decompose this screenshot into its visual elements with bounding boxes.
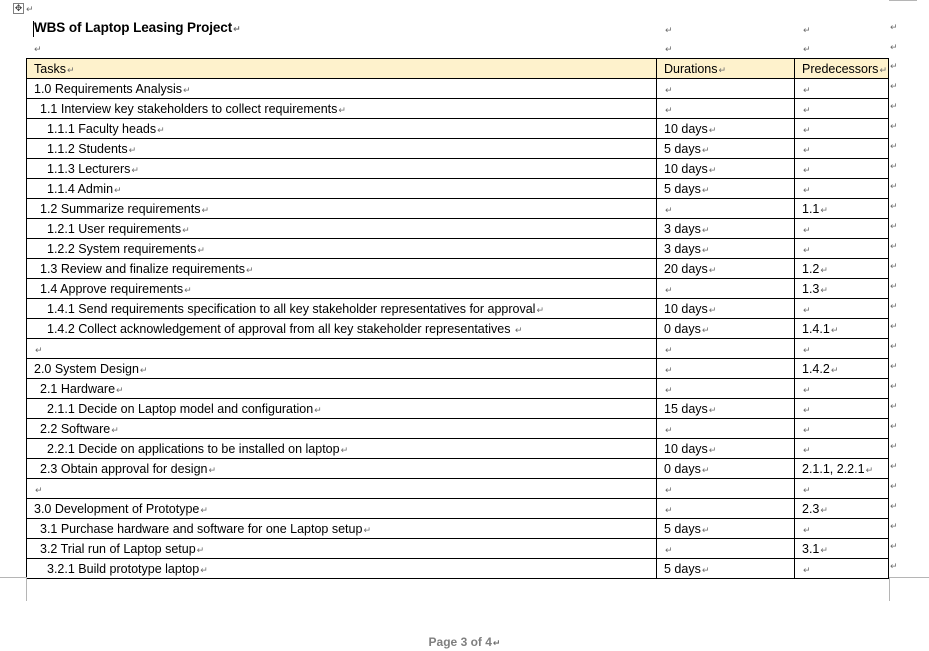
cell-mark-icon: ↵ [157,124,165,135]
predecessor-cell[interactable] [795,319,889,339]
predecessor-cell[interactable] [795,279,889,299]
task-cell-text: 2.2 Software [40,421,111,436]
wbs-table [26,58,889,579]
cell-mark-icon: ↵ [701,184,710,195]
cell-mark-icon: ↵ [803,244,811,255]
header-tasks[interactable] [27,59,657,79]
row-end-mark-icon: ↵ [890,301,898,311]
predecessor-cell-text: 1.3 [802,281,820,296]
row-end-mark-icon: ↵ [890,501,898,511]
cell-mark-icon: ↵ [35,484,43,495]
task-cell-text: 3.0 Development of Prototype [34,501,200,516]
task-cell-text: 1.2.1 User requirements [47,221,182,236]
task-cell[interactable] [27,139,657,159]
cell-mark-icon: ↵ [66,64,75,75]
task-cell-text: 1.2 Summarize requirements [40,201,201,216]
cell-mark-icon: ↵ [820,204,828,215]
paragraph-mark-icon: ↵ [890,42,898,52]
cell-mark-icon: ↵ [803,104,811,115]
predecessor-cell[interactable] [795,339,889,359]
cell-mark-icon: ↵ [830,364,839,375]
cell-mark-icon: ↵ [665,424,673,435]
predecessor-cell[interactable] [795,399,889,419]
duration-cell-text: 10 days [664,161,708,176]
cell-mark-icon: ↵ [208,464,217,475]
table-row [27,259,889,279]
predecessor-cell-text: 1.4.2 [802,361,830,376]
duration-cell[interactable] [657,139,795,159]
cell-mark-icon: ↵ [803,424,811,435]
document-title-text: WBS of Laptop Leasing Project [34,20,233,35]
predecessor-cell[interactable] [795,559,889,579]
header-durations-label: Durations [664,61,718,76]
row-end-mark-icon: ↵ [890,201,898,211]
row-end-mark-icon: ↵ [890,261,898,271]
row-end-mark-icon: ↵ [890,481,898,491]
task-cell-text: 2.1.1 Decide on Laptop model and configuration [47,401,314,416]
predecessor-cell[interactable] [795,119,889,139]
cell-mark-icon: ↵ [701,564,710,575]
cell-mark-icon: ↵ [200,564,208,575]
predecessor-cell-text: 1.4.1 [802,321,830,336]
cell-mark-icon: ↵ [820,264,828,275]
duration-cell-text: 0 days [664,321,701,336]
duration-cell-text: 0 days [664,461,701,476]
predecessor-cell[interactable] [795,239,889,259]
cell-mark-icon: ↵ [708,444,717,455]
paragraph-mark-icon: ↵ [26,4,34,14]
task-cell[interactable] [27,319,657,339]
cell-mark-icon: ↵ [701,224,710,235]
duration-cell[interactable] [657,239,795,259]
duration-cell-text: 10 days [664,441,708,456]
duration-cell[interactable] [657,299,795,319]
row-end-mark-icon: ↵ [890,121,898,131]
task-cell[interactable] [27,499,657,519]
predecessor-cell-text: 2.3 [802,501,820,516]
table-row [27,139,889,159]
cell-mark-icon: ↵ [803,84,811,95]
cell-mark-icon: ↵ [665,364,673,375]
task-cell-text: 1.1.2 Students [47,141,128,156]
duration-cell-text: 5 days [664,141,701,156]
row-end-mark-icon: ↵ [890,441,898,451]
table-move-handle-icon[interactable]: ✥ [14,3,23,13]
cell-mark-icon: ↵ [803,224,811,235]
predecessor-cell[interactable] [795,259,889,279]
task-cell[interactable] [27,459,657,479]
duration-cell-text: 10 days [664,121,708,136]
page-corner-mark [889,577,890,601]
duration-cell[interactable] [657,399,795,419]
table-row [27,239,889,259]
header-predecessors[interactable] [795,59,889,79]
table-row [27,159,889,179]
duration-cell-text: 20 days [664,261,708,276]
predecessor-cell[interactable] [795,539,889,559]
cell-mark-icon: ↵ [701,324,710,335]
cell-mark-icon: ↵ [114,184,122,195]
task-cell-text: 1.4.2 Collect acknowledgement of approval from all key stakeholder representatives [47,321,514,336]
predecessor-cell[interactable] [795,79,889,99]
task-cell[interactable] [27,239,657,259]
duration-cell-text: 5 days [664,521,701,536]
duration-cell-text: 3 days [664,221,701,236]
cell-mark-icon: ↵ [338,104,346,115]
cell-mark-icon: ↵ [314,404,322,415]
task-cell-text: 1.4 Approve requirements [40,281,184,296]
table-row [27,559,889,579]
task-cell[interactable] [27,339,657,359]
duration-cell-text: 3 days [664,241,701,256]
predecessor-cell[interactable] [795,359,889,379]
cell-mark-icon: ↵ [803,304,811,315]
cell-mark-icon: ↵ [665,504,673,515]
table-row [27,299,889,319]
predecessor-cell-text: 3.1 [802,541,820,556]
cell-mark-icon: ↵ [708,404,717,415]
cell-mark-icon: ↵ [514,324,523,335]
task-cell-text: 2.3 Obtain approval for design [40,461,208,476]
predecessor-cell[interactable] [795,99,889,119]
duration-cell[interactable] [657,499,795,519]
table-row [27,199,889,219]
duration-cell[interactable] [657,219,795,239]
task-cell[interactable] [27,439,657,459]
document-title[interactable] [34,20,241,35]
duration-cell[interactable] [657,79,795,99]
page-corner-mark [889,0,917,1]
paragraph-mark-icon: ↵ [665,44,673,54]
paragraph-mark-icon: ↵ [233,24,241,34]
duration-cell[interactable] [657,159,795,179]
cell-mark-icon: ↵ [803,384,811,395]
cell-mark-icon: ↵ [665,484,673,495]
row-end-mark-icon: ↵ [890,361,898,371]
cell-mark-icon: ↵ [182,224,190,235]
row-end-mark-icon: ↵ [890,541,898,551]
predecessor-cell[interactable] [795,299,889,319]
cell-mark-icon: ↵ [803,164,811,175]
table-header-row [27,59,889,79]
duration-cell[interactable] [657,259,795,279]
table-row [27,419,889,439]
cell-mark-icon: ↵ [708,164,717,175]
cell-mark-icon: ↵ [708,304,717,315]
cell-mark-icon: ↵ [665,104,673,115]
duration-cell-text: 10 days [664,301,708,316]
task-cell-text: 1.3 Review and finalize requirements [40,261,245,276]
page-corner-mark [0,577,26,578]
cell-mark-icon: ↵ [201,204,210,215]
task-cell[interactable] [27,399,657,419]
cell-mark-icon: ↵ [183,84,191,95]
cell-mark-icon: ↵ [701,144,710,155]
header-predecessors-label: Predecessors [802,61,879,76]
predecessor-cell[interactable] [795,479,889,499]
table-row [27,179,889,199]
row-end-mark-icon: ↵ [890,241,898,251]
predecessor-cell[interactable] [795,139,889,159]
predecessor-cell[interactable] [795,199,889,219]
header-durations[interactable] [657,59,795,79]
paragraph-mark-icon: ↵ [492,638,501,648]
row-end-mark-icon: ↵ [890,521,898,531]
predecessor-cell-text: 1.1 [802,201,820,216]
table-row [27,339,889,359]
duration-cell[interactable] [657,439,795,459]
cell-mark-icon: ↵ [111,424,119,435]
predecessor-cell[interactable] [795,419,889,439]
cell-mark-icon: ↵ [665,344,673,355]
cell-mark-icon: ↵ [35,344,43,355]
cell-mark-icon: ↵ [708,264,717,275]
cell-mark-icon: ↵ [865,464,874,475]
page-corner-mark [889,577,929,578]
row-end-mark-icon: ↵ [890,281,898,291]
cell-mark-icon: ↵ [665,544,673,555]
cell-mark-icon: ↵ [536,304,545,315]
task-cell-text: 1.1.1 Faculty heads [47,121,157,136]
task-cell[interactable] [27,379,657,399]
predecessor-cell[interactable] [795,439,889,459]
task-cell[interactable] [27,199,657,219]
predecessor-cell[interactable] [795,499,889,519]
row-end-mark-icon: ↵ [890,341,898,351]
task-cell[interactable] [27,119,657,139]
cell-mark-icon: ↵ [803,124,811,135]
header-tasks-label: Tasks [34,61,66,76]
cell-mark-icon: ↵ [803,524,811,535]
task-cell[interactable] [27,179,657,199]
cell-mark-icon: ↵ [708,124,717,135]
cell-mark-icon: ↵ [665,84,673,95]
row-end-mark-icon: ↵ [890,561,898,571]
table-row [27,539,889,559]
cell-mark-icon: ↵ [128,144,137,155]
table-row [27,79,889,99]
row-end-mark-icon: ↵ [890,161,898,171]
paragraph-mark-icon: ↵ [665,25,673,35]
table-row [27,479,889,499]
cell-mark-icon: ↵ [665,284,673,295]
duration-cell[interactable] [657,279,795,299]
duration-cell[interactable] [657,319,795,339]
table-row [27,459,889,479]
table-row [27,359,889,379]
predecessor-cell[interactable] [795,159,889,179]
task-cell[interactable] [27,559,657,579]
duration-cell[interactable] [657,479,795,499]
duration-cell[interactable] [657,539,795,559]
row-end-mark-icon: ↵ [890,381,898,391]
paragraph-mark-icon: ↵ [803,25,811,35]
table-row [27,499,889,519]
duration-cell[interactable] [657,179,795,199]
cell-mark-icon: ↵ [820,504,828,515]
task-cell-text: 2.2.1 Decide on applications to be installed on laptop [47,441,340,456]
cell-mark-icon: ↵ [820,284,828,295]
duration-cell-text: 15 days [664,401,708,416]
duration-cell[interactable] [657,379,795,399]
cell-mark-icon: ↵ [340,444,349,455]
task-cell[interactable] [27,419,657,439]
duration-cell[interactable] [657,99,795,119]
table-row [27,99,889,119]
task-cell[interactable] [27,99,657,119]
row-end-mark-icon: ↵ [890,421,898,431]
cell-mark-icon: ↵ [879,64,887,75]
cell-mark-icon: ↵ [820,544,828,555]
page-corner-mark [26,577,27,601]
table-row [27,319,889,339]
cell-mark-icon: ↵ [803,404,811,415]
task-cell[interactable] [27,259,657,279]
cell-mark-icon: ↵ [116,384,124,395]
task-cell[interactable] [27,79,657,99]
task-cell[interactable] [27,279,657,299]
row-end-mark-icon: ↵ [890,401,898,411]
predecessor-cell[interactable] [795,459,889,479]
task-cell[interactable] [27,159,657,179]
table-row [27,399,889,419]
task-cell-text: 3.2 Trial run of Laptop setup [40,541,196,556]
task-cell-text: 1.2.2 System requirements [47,241,197,256]
cell-mark-icon: ↵ [803,344,811,355]
predecessor-cell-text: 1.2 [802,261,820,276]
cell-mark-icon: ↵ [665,384,673,395]
duration-cell[interactable] [657,519,795,539]
table-row [27,439,889,459]
row-end-mark-icon: ↵ [890,221,898,231]
task-cell-text: 2.1 Hardware [40,381,116,396]
row-end-mark-icon: ↵ [890,61,898,71]
duration-cell[interactable] [657,359,795,379]
cell-mark-icon: ↵ [196,544,205,555]
task-cell[interactable] [27,359,657,379]
duration-cell-text: 5 days [664,561,701,576]
cell-mark-icon: ↵ [803,564,811,575]
cell-mark-icon: ↵ [803,144,811,155]
duration-cell[interactable] [657,199,795,219]
task-cell-text: 1.0 Requirements Analysis [34,81,182,96]
cell-mark-icon: ↵ [701,464,710,475]
duration-cell[interactable] [657,419,795,439]
cell-mark-icon: ↵ [197,244,205,255]
cell-mark-icon: ↵ [718,64,727,75]
row-end-mark-icon: ↵ [890,81,898,91]
duration-cell[interactable] [657,459,795,479]
cell-mark-icon: ↵ [803,184,811,195]
page-number-label: Page 3 of 4 [428,635,492,649]
row-end-mark-icon: ↵ [890,461,898,471]
row-end-mark-icon: ↵ [890,181,898,191]
task-cell[interactable] [27,479,657,499]
cell-mark-icon: ↵ [363,524,371,535]
table-row [27,519,889,539]
duration-cell[interactable] [657,559,795,579]
predecessor-cell[interactable] [795,219,889,239]
task-cell-text: 2.0 System Design [34,361,139,376]
task-cell-text: 1.1 Interview key stakeholders to collect requirements [40,101,338,116]
cell-mark-icon: ↵ [200,504,208,515]
predecessor-cell[interactable] [795,379,889,399]
cell-mark-icon: ↵ [803,484,811,495]
duration-cell[interactable] [657,339,795,359]
paragraph-mark-icon: ↵ [890,22,898,32]
task-cell-text: 3.2.1 Build prototype laptop [47,561,200,576]
task-cell[interactable] [27,299,657,319]
row-end-mark-icon: ↵ [890,101,898,111]
table-row [27,379,889,399]
table-row [27,119,889,139]
task-cell[interactable] [27,539,657,559]
duration-cell[interactable] [657,119,795,139]
cell-mark-icon: ↵ [701,244,710,255]
task-cell-text: 3.1 Purchase hardware and software for one Laptop setup [40,521,363,536]
predecessor-cell[interactable] [795,179,889,199]
predecessor-cell[interactable] [795,519,889,539]
task-cell-text: 1.1.4 Admin [47,181,114,196]
cell-mark-icon: ↵ [701,524,710,535]
page-footer [0,635,929,649]
duration-cell-text: 5 days [664,181,701,196]
paragraph-mark-icon: ↵ [803,44,811,54]
task-cell-text: 1.1.3 Lecturers [47,161,131,176]
paragraph-mark-icon: ↵ [34,44,42,54]
cell-mark-icon: ↵ [131,164,139,175]
table-row [27,279,889,299]
cell-mark-icon: ↵ [830,324,839,335]
cell-mark-icon: ↵ [665,204,673,215]
row-end-mark-icon: ↵ [890,321,898,331]
cell-mark-icon: ↵ [803,444,811,455]
task-cell[interactable] [27,519,657,539]
cell-mark-icon: ↵ [184,284,192,295]
predecessor-cell-text: 2.1.1, 2.2.1 [802,461,865,476]
row-end-mark-icon: ↵ [890,141,898,151]
cell-mark-icon: ↵ [139,364,148,375]
table-row [27,219,889,239]
task-cell[interactable] [27,219,657,239]
task-cell-text: 1.4.1 Send requirements specification to all key stakeholder representatives for approval [47,301,536,316]
cell-mark-icon: ↵ [245,264,254,275]
